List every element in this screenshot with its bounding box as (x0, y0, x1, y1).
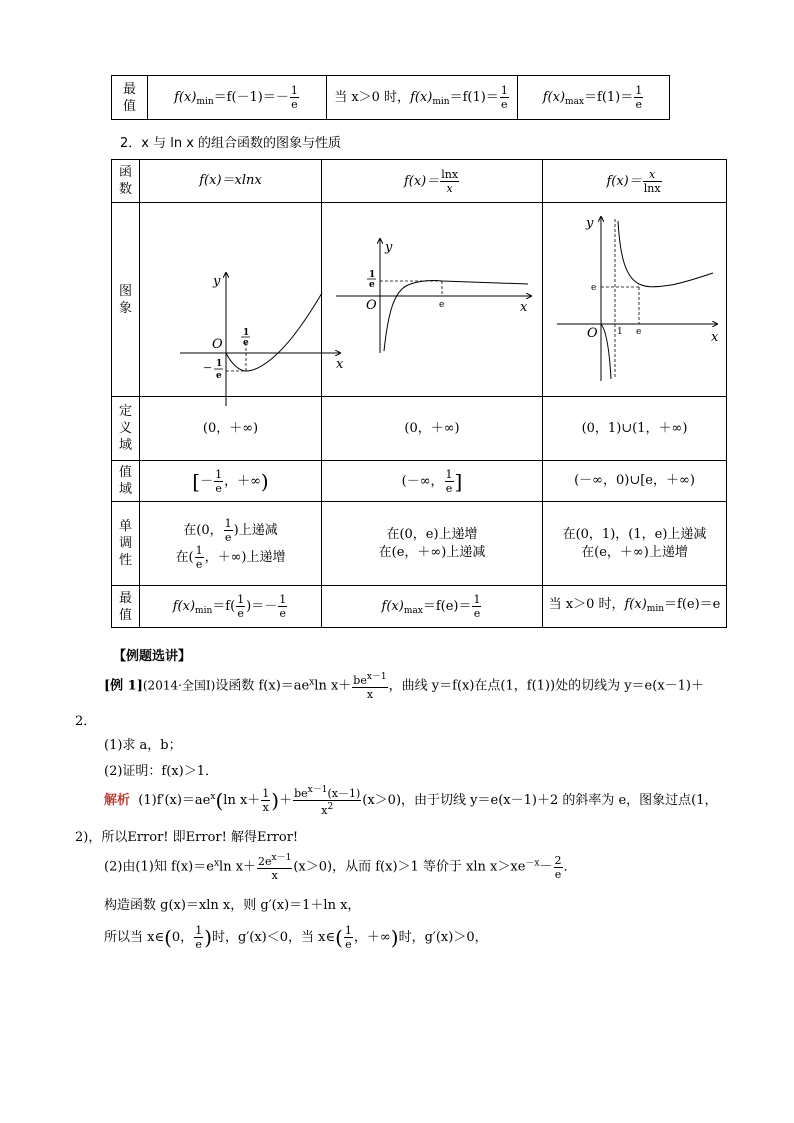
solution-line-4: 构造函数 g(x)＝xln x，则 g′(x)＝1＋ln x， (104, 898, 361, 913)
function-property-table (111, 159, 727, 628)
domain-1: (0，＋∞) (140, 397, 322, 461)
top-cell-1: $f(x)_{min}=f(-1)=-$ $\frac{1}{e}$ (148, 76, 327, 120)
range-2: (－∞， $\frac{1}{e}$ ] (322, 461, 543, 502)
neg-sign: － (203, 364, 213, 374)
solution-line-2: 2)，所以Error! 即Error! 解得Error! (75, 830, 299, 845)
x-label: x (711, 330, 719, 345)
graph-lnx-over-x (322, 203, 543, 390)
row-label-extremum: 最 值 (112, 76, 148, 120)
origin-label: O (587, 326, 598, 341)
range-1: [－ $\frac{1}{e}$ ，＋∞) (140, 461, 322, 502)
extremum-1: $f(x)_{min}=f$( $\frac{1}{e}$ )＝－ $\frac{1}{e}$ (140, 586, 322, 628)
tick-x-e: e (636, 327, 642, 337)
top-cell-3: $f(x)_{max}=f(1)=$ $\frac{1}{e}$ (518, 76, 670, 120)
tick-y-e: e (591, 283, 597, 293)
tick-1-over-e-num: 1 (369, 270, 376, 280)
monotonicity-2: 在(0，e)上递增 在(e，＋∞)上递减 (322, 502, 543, 586)
example-1-line-2: 2． (75, 714, 97, 729)
neg-tick-den: e (216, 371, 222, 381)
x-label: x (520, 300, 528, 315)
x-label: x (336, 357, 344, 372)
extremum-3: 当 x＞0 时，$f(x)_{min}=f(e)=e$ (543, 586, 727, 628)
origin-label: O (212, 337, 223, 352)
function-1: f(x)＝xlnx (140, 160, 322, 203)
function-2: f(x)＝ $\frac{\ln x}{x}$ (322, 160, 543, 203)
top-cell-2: 当 x＞0 时，$f(x)_{min}=f(1)=$ $\frac{1}{e}$ (327, 76, 518, 120)
domain-2: (0，＋∞) (322, 397, 543, 461)
row-label-monotonicity: 单 调 性 (112, 502, 140, 586)
monotonicity-3: 在(0，1)，(1，e)上递减 在(e，＋∞)上递增 (543, 502, 727, 586)
solution-line-5: 所以当 x∈(0， $\frac{1}{e}$ )时，g′(x)＜0，当 x∈( $\frac{1}{e}$ ，＋∞)时，g′(x)＞0， (104, 924, 488, 951)
range-3: (－∞，0)∪[e，＋∞) (543, 461, 727, 502)
function-3: f(x)＝ $\frac{x}{\ln x}$ (543, 160, 727, 203)
tick-x-1: 1 (617, 327, 623, 337)
row-label-graph: 图 象 (112, 203, 140, 397)
domain-3: (0，1)∪(1，＋∞) (543, 397, 727, 461)
curve-lnx-over-x (384, 280, 528, 351)
graph-xlnx (140, 203, 344, 390)
curve-right-branch (618, 221, 647, 287)
tick-1-over-e-den: e (369, 280, 375, 290)
y-label: y (586, 216, 594, 231)
solution-line-1: 解析 $(1)f'(x)=ae^x(\ln$ x＋ $\frac{1}{x}$ )＋ $\frac{be^{x-1}(x-1)}{x^2}$ (x＞0)，由于切线 y＝e(x－1)＋2 的斜率为 e，图象过点(1， (104, 785, 718, 817)
row-label-extremum-2: 最 值 (112, 586, 140, 628)
origin-label: O (366, 298, 377, 313)
graph-cell-3 (543, 203, 727, 397)
tick-1-over-e-den: e (243, 338, 249, 348)
row-label-domain: 定 义 域 (112, 397, 140, 461)
example-1-question-2: (2)证明：f(x)＞1． (104, 764, 218, 779)
curve-right-branch-main (618, 221, 713, 287)
example-header: 【例题选讲】 (113, 649, 192, 664)
curve-left-branch (601, 324, 611, 379)
section-2-title: 2．x 与 ln x 的组合函数的图象与性质 (120, 136, 342, 151)
graph-cell-2 (322, 203, 543, 397)
tick-1-over-e-num: 1 (243, 328, 250, 338)
graph-x-over-lnx (543, 203, 727, 390)
example-1-question-1: (1)求 a，b； (104, 738, 182, 753)
neg-tick-num: 1 (216, 359, 223, 369)
y-label: y (385, 240, 393, 255)
monotonicity-1: 在(0， $\frac{1}{e}$ )上递减 在( $\frac{1}{e}$ ，＋∞)上递增 (140, 502, 322, 586)
example-1-line-1: [例 1](2014·全国Ⅰ)设函数 $f(x)=ae^x\ln$ x＋ $\frac{be^{x-1}}{x}$ ，曲线 y＝f(x)在点(1，f(1))处的切线为 y＝e(x－1)＋ (104, 672, 704, 701)
extremum-2: $f(x)_{max}=f(e)=$ $\frac{1}{e}$ (322, 586, 543, 628)
y-label: y (213, 274, 221, 289)
row-label-function: 函 数 (112, 160, 140, 203)
top-extremum-table (111, 75, 670, 120)
graph-cell-1 (140, 203, 344, 397)
solution-line-3: (2)由(1)知 $f(x)=e^x\ln$ x＋ $\frac{2e^{x-1}}{x}$ (x＞0)，从而 f(x)＞1 等价于 xln $x>xe^{-x}-$ $\frac{2}{e}$ ． (104, 853, 577, 882)
curve-xlnx (226, 293, 322, 371)
tick-e: e (439, 300, 445, 310)
row-label-range: 值 域 (112, 461, 140, 502)
